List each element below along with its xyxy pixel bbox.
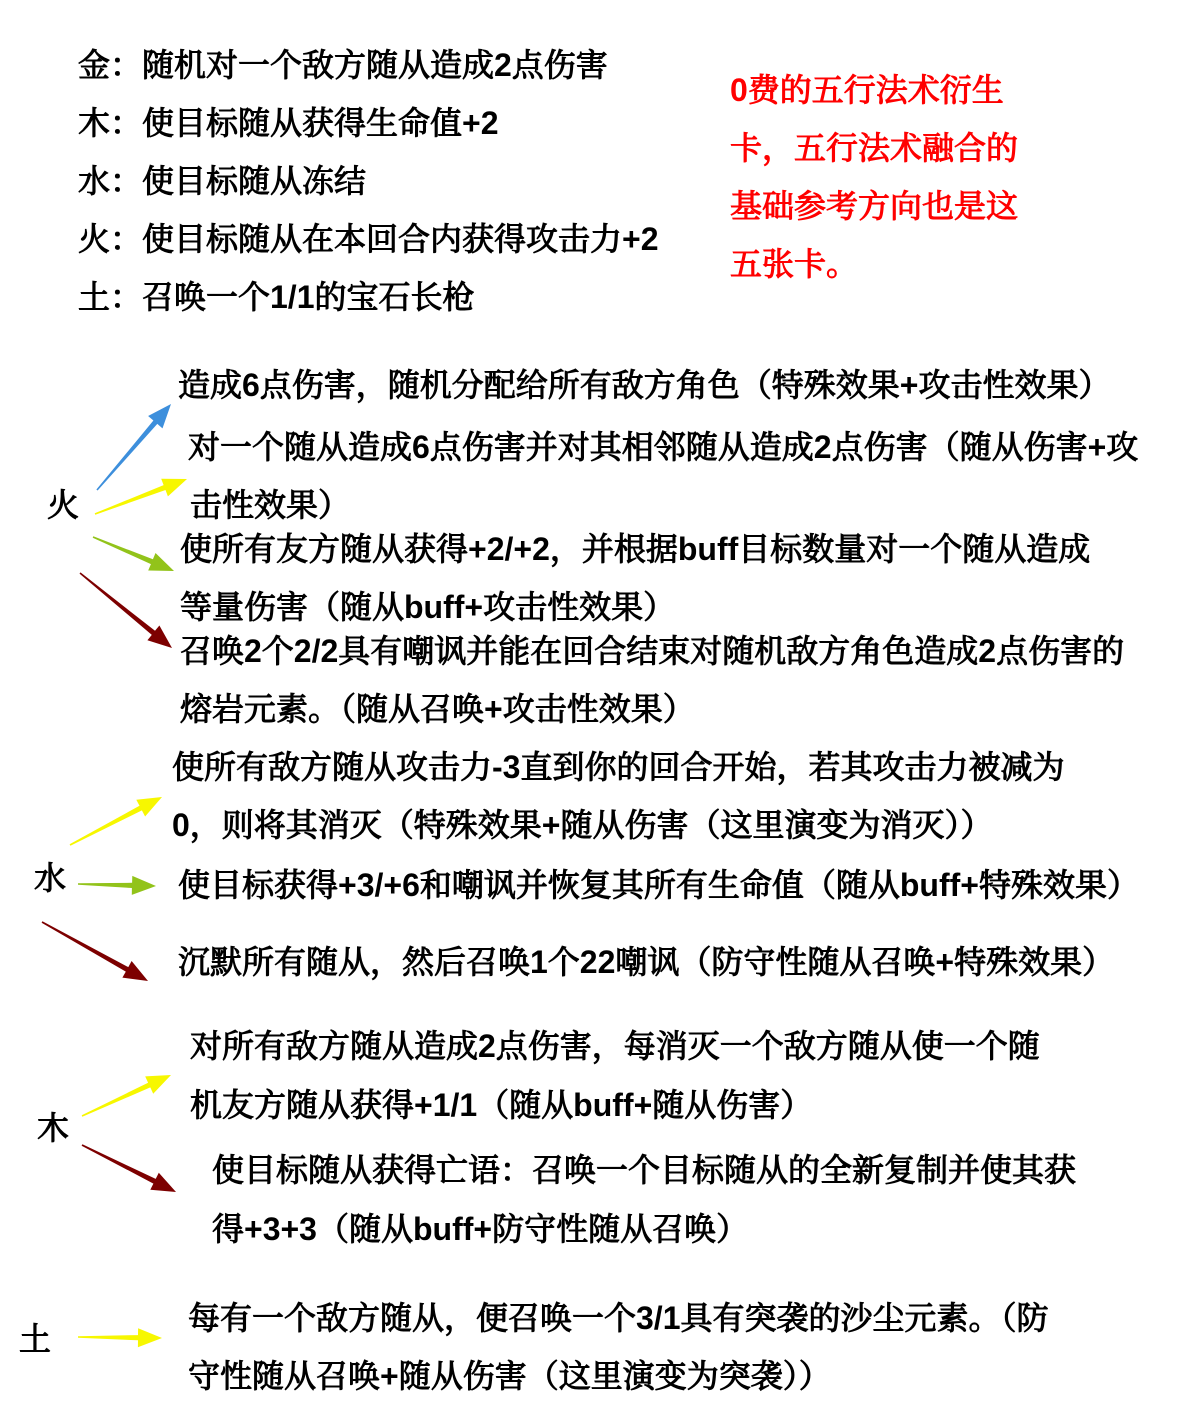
- wood-effect-2-line-1: 使目标随从获得亡语：召唤一个目标随从的全新复制并使其获: [212, 1152, 1077, 1188]
- arrow-water-to-effect-3-icon: [42, 921, 148, 981]
- fire-effect-2-line-1: 对一个随从造成6点伤害并对其相邻随从造成2点伤害（随从伤害+攻: [188, 429, 1139, 465]
- water-effect-1-line-1: 使所有敌方随从攻击力-3直到你的回合开始，若其攻击力被减为: [172, 749, 1065, 785]
- base-effect-earth: 土：召唤一个1/1的宝石长枪: [78, 279, 475, 315]
- earth-effect-1-line-1: 每有一个敌方随从，便召唤一个3/1具有突袭的沙尘元素。（防: [188, 1300, 1049, 1336]
- arrow-fire-to-effect-3-icon: [93, 536, 174, 571]
- wood-effect-1-line-2: 机友方随从获得+1/1（随从buff+随从伤害）: [190, 1087, 813, 1123]
- fire-effect-3-line-2: 等量伤害（随从buff+攻击性效果）: [180, 589, 676, 625]
- arrow-earth-to-effect-1-icon: [78, 1328, 162, 1347]
- base-effect-water: 水：使目标随从冻结: [78, 163, 367, 199]
- fire-label: 火: [47, 487, 80, 523]
- wood-effect-2-line-2: 得+3+3（随从buff+防守性随从召唤）: [212, 1211, 749, 1247]
- earth-effect-1-line-2: 守性随从召唤+随从伤害（这里演变为突袭））: [188, 1358, 831, 1394]
- arrow-fire-to-effect-2-icon: [95, 479, 187, 515]
- fire-effect-4-line-2: 熔岩元素。（随从召唤+攻击性效果）: [180, 691, 695, 727]
- fire-effect-1-line-1: 造成6点伤害，随机分配给所有敌方角色（特殊效果+攻击性效果）: [178, 367, 1111, 403]
- water-effect-3-line-1: 沉默所有随从，然后召唤1个22嘲讽（防守性随从召唤+特殊效果）: [178, 944, 1115, 980]
- water-effect-2-line-1: 使目标获得+3/+6和嘲讽并恢复其所有生命值（随从buff+特殊效果）: [178, 867, 1139, 903]
- water-label: 水: [34, 860, 67, 896]
- base-effect-metal: 金：随机对一个敌方随从造成2点伤害: [78, 47, 608, 83]
- base-effect-fire: 火：使目标随从在本回合内获得攻击力+2: [78, 221, 659, 257]
- note-line-1: 0费的五行法术衍生: [730, 72, 1004, 108]
- arrow-fire-to-effect-1-icon: [96, 404, 171, 491]
- base-effect-wood: 木：使目标随从获得生命值+2: [78, 105, 499, 141]
- note-line-2: 卡，五行法术融合的: [730, 130, 1019, 166]
- arrow-water-to-effect-2-icon: [78, 876, 156, 895]
- note-line-4: 五张卡。: [730, 246, 859, 282]
- fire-effect-2-line-2: 击性效果）: [190, 487, 351, 523]
- fire-effect-3-line-1: 使所有友方随从获得+2/+2，并根据buff目标数量对一个随从造成: [180, 531, 1091, 567]
- fire-effect-4-line-1: 召唤2个2/2具有嘲讽并能在回合结束对随机敌方角色造成2点伤害的: [180, 633, 1125, 669]
- arrow-water-to-effect-1-icon: [70, 797, 162, 846]
- arrow-fire-to-effect-4-icon: [80, 572, 173, 648]
- wood-effect-1-line-1: 对所有敌方随从造成2点伤害，每消灭一个敌方随从使一个随: [190, 1028, 1040, 1064]
- arrow-wood-to-effect-1-icon: [82, 1075, 171, 1117]
- note-line-3: 基础参考方向也是这: [730, 188, 1019, 224]
- water-effect-1-line-2: 0，则将其消灭（特殊效果+随从伤害（这里演变为消灭））: [172, 807, 993, 843]
- arrow-wood-to-effect-2-icon: [82, 1144, 176, 1192]
- earth-label: 土: [19, 1321, 52, 1357]
- wood-label: 木: [37, 1110, 70, 1146]
